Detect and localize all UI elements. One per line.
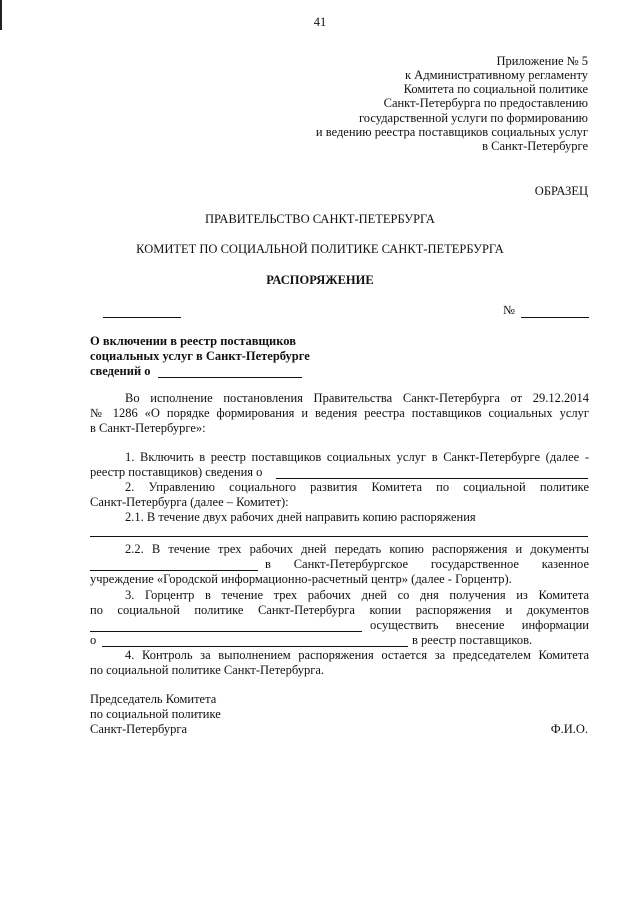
p1-blank — [276, 478, 588, 479]
sample-label: ОБРАЗЕЦ — [534, 184, 588, 198]
signatory-name: Ф.И.О. — [550, 722, 588, 736]
document-type-heading: РАСПОРЯЖЕНИЕ — [266, 273, 374, 287]
signature-title-line: по социальной политике — [90, 707, 221, 721]
subject-line: сведений о — [90, 364, 151, 378]
paragraph-line: 2.1. В течение двух рабочих дней направить копию распоряжения — [125, 510, 476, 524]
paragraph-line: 4. Контроль за выполнением распоряжения остается за председателем Комитета — [125, 648, 589, 662]
paragraph-line: по социальной политике Санкт-Петербурга копии распоряжения и документов — [90, 603, 589, 617]
appendix-line: Комитета по социальной политике — [403, 82, 588, 96]
number-blank — [521, 317, 589, 318]
appendix-line: государственной услуги по формированию — [358, 111, 588, 125]
paragraph-line: учреждение «Городской информационно-расчетный центр» (далее - Горцентр). — [90, 572, 512, 586]
paragraph-line: 1. Включить в реестр поставщиков социальных услуг в Санкт-Петербурге (далее - — [125, 450, 589, 464]
date-blank — [103, 317, 181, 318]
paragraph-line: в Санкт-Петербургское государственное казенное — [265, 557, 589, 571]
paragraph-line: о — [90, 633, 97, 647]
p3-blank-1 — [90, 631, 362, 632]
preamble-line: Во исполнение постановления Правительства Санкт-Петербурга от 29.12.2014 — [125, 391, 589, 405]
p22-blank — [90, 570, 258, 571]
number-sign: № — [503, 303, 515, 317]
paragraph-line: осуществить внесение информации — [370, 618, 589, 632]
paragraph-line: реестр поставщиков) сведения о — [90, 465, 263, 479]
paragraph-line: 3. Горцентр в течение трех рабочих дней со дня получения из Комитета — [125, 588, 589, 602]
page-number: 41 — [313, 15, 327, 29]
government-heading: ПРАВИТЕЛЬСТВО САНКТ-ПЕТЕРБУРГА — [205, 212, 435, 226]
page-edge-mark — [0, 0, 2, 30]
appendix-line: в Санкт-Петербурге — [482, 139, 588, 153]
signature-title-line: Санкт-Петербурга — [90, 722, 188, 736]
paragraph-line: 2. Управлению социального развития Комитета по социальной политике — [125, 480, 589, 494]
appendix-line: Приложение № 5 — [496, 54, 588, 68]
preamble-line: № 1286 «О порядке формирования и ведения реестра поставщиков социальных услуг — [90, 406, 589, 420]
appendix-line: и ведению реестра поставщиков социальных услуг — [315, 125, 588, 139]
p21-blank — [90, 536, 588, 537]
committee-heading: КОМИТЕТ ПО СОЦИАЛЬНОЙ ПОЛИТИКЕ САНКТ-ПЕТЕРБУРГА — [136, 242, 504, 256]
appendix-line: Санкт-Петербурга по предоставлению — [383, 96, 588, 110]
paragraph-line: по социальной политике Санкт-Петербурга. — [90, 663, 325, 677]
subject-line: О включении в реестр поставщиков — [90, 334, 296, 348]
subject-blank — [158, 377, 302, 378]
paragraph-line: 2.2. В течение трех рабочих дней передать копию распоряжения и документы — [125, 542, 589, 556]
signature-title-line: Председатель Комитета — [90, 692, 217, 706]
appendix-line: к Административному регламенту — [404, 68, 588, 82]
paragraph-line: Санкт-Петербурга (далее – Комитет): — [90, 495, 289, 509]
p3-blank-2 — [102, 646, 408, 647]
subject-line: социальных услуг в Санкт-Петербурге — [90, 349, 310, 363]
preamble-line: в Санкт-Петербурге»: — [90, 421, 206, 435]
paragraph-line: в реестр поставщиков. — [412, 633, 533, 647]
